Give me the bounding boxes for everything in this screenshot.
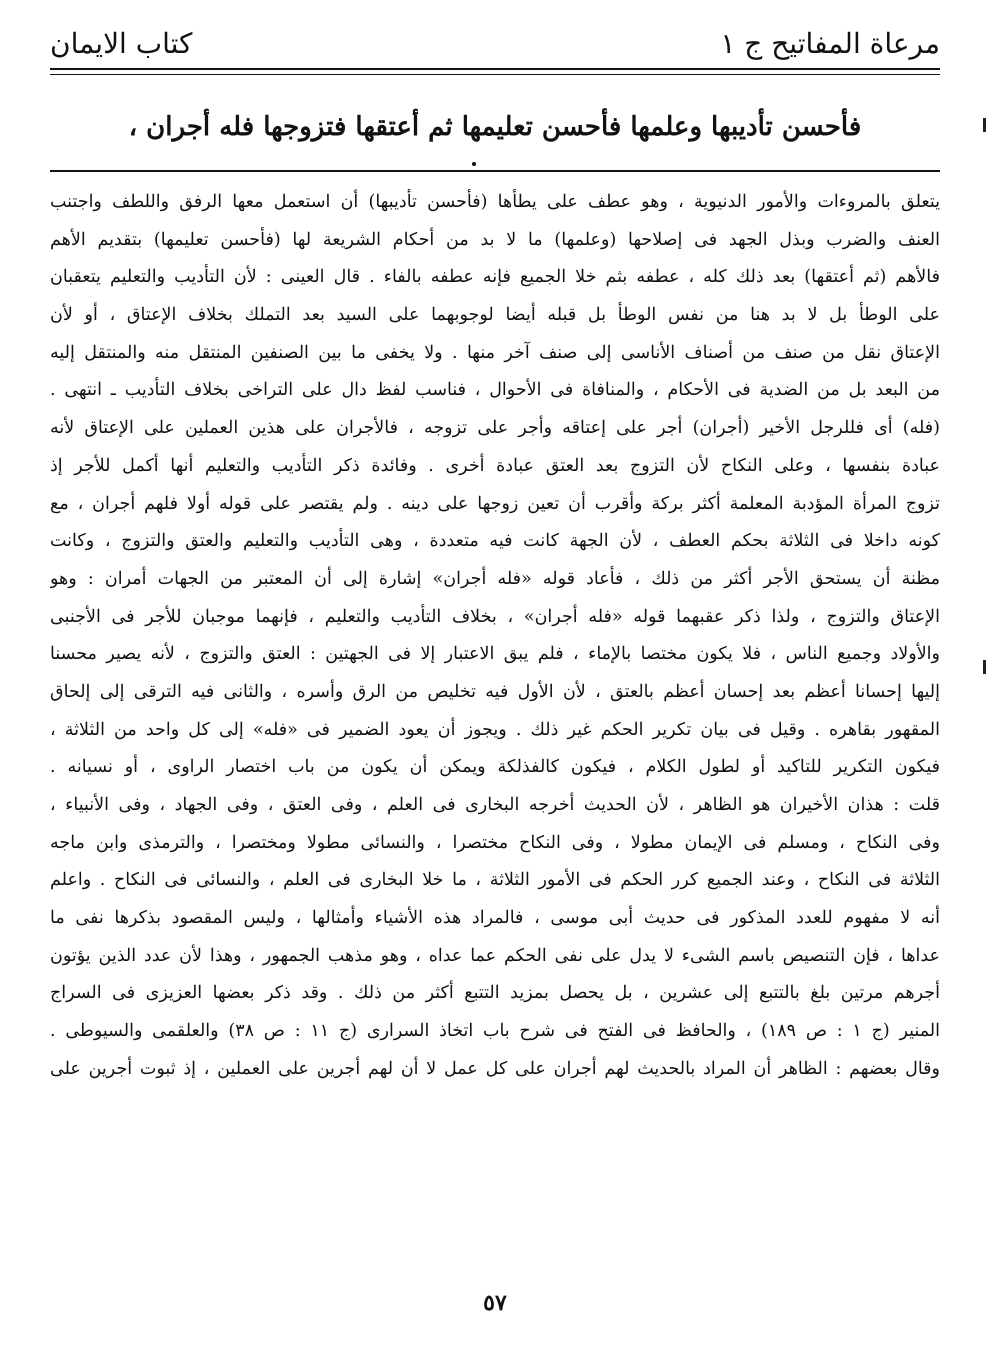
commentary-line: قلت : هذان الأخيران هو الظاهر ، لأن الحديث أخرجه البخارى فى العلم ، وفى العتق ، وفى الجهاد ، وفى الأنبياء ، (50, 795, 940, 815)
commentary-line: الإعتاق والتزوج ، ولذا ذكر عقبهما قوله «فله أجران» ، بخلاف التأديب والتعليم ، فإنهما موجبان للأجر فى الأجنبى (50, 606, 940, 627)
commentary-line: فيكون التكرير للتاكيد أو لطول الكلام ، فيكون كالفذلكة ويمكن أن يكون من باب اختصار الراوى ، أو نسيانه . (50, 757, 940, 778)
commentary-line: وفى النكاح ، ومسلم فى الإيمان مطولا ، وفى النكاح مختصرا ، والنسائى مطولا ومختصرا ، والترمذى وابن ماجه (50, 832, 940, 853)
margin-mark (983, 118, 986, 132)
commentary-line: مظنة أن يستحق الأجر أكثر من ذلك ، فأعاد قوله «فله أجران» إشارة إلى أن المعتبر من الجهات أمران : وهو (50, 568, 940, 589)
commentary-body (50, 184, 940, 1089)
commentary-line: كونه داخلا فى الثلاثة بحكم العطف ، لأن الجهة كانت فيه متعددة ، وهى التأديب والتعليم والعتق والتزوج ، وكانت (50, 531, 940, 552)
commentary-line: من البعد بل من الضدية فى الأحكام ، والمنافاة فى الأحوال ، فناسب لفظ دال على التراخى بخلاف التأديب ـ انتهى . (50, 380, 940, 401)
commentary-line: على الوطأ بل لا بد هنا من نفس الوطأ بل قبله أيضا لوجوبهما على السيد بعد التملك بخلاف الإعتاق ، أو لأن (50, 305, 940, 326)
commentary-line: وقال بعضهم : الظاهر أن المراد بالحديث لهم أجران على كل عمل لا أن لهم أجرين على العملين ، إذ ثبوت أجرين على (50, 1058, 940, 1079)
running-head-right: مرعاة المفاتيح ج ١ (720, 26, 940, 60)
commentary-line: المنير (ج ١ : ص ١٨٩) ، والحافظ فى الفتح فى شرح باب اتخاذ السرارى (ج ١١ : ص ٣٨) والعلقمى والسيوطى . (50, 1021, 940, 1042)
commentary-line: أنه لا مفهوم للعدد المذكور فى حديث أبى موسى ، فالمراد هذه الأشياء وأمثالها ، وليس المقصود بذكرها نفى ما (50, 908, 940, 929)
commentary-line: فالأهم (ثم أعتقها) بعد ذلك كله ، عطفه بثم خلا الجميع فإنه عطفه بالفاء . قال العينى : لأن التأديب والتعليم يتعقبان (50, 267, 940, 288)
commentary-line: عداها ، فإن التنصيص باسم الشىء لا يدل على نفى الحكم عما عداه ، وهو مذهب الجمهور ، وهذا لأن عدد الذين يؤتون (50, 945, 940, 966)
text-separator-rule (50, 170, 940, 172)
commentary-line: العنف والضرب وبذل الجهد فى إصلاحها (وعلمها) ما لا بد من أحكام الشريعة لها (فأحسن تعليمها) بتقديم الأهم (50, 229, 940, 250)
commentary-line: والأولاد وجميع الناس ، فلا يكون مختصا بالإماء ، فلم يبق الاعتبار إلا فى الجهتين : العتق والتزوج ، لأنه يصير محسنا (50, 644, 940, 665)
commentary-line: يتعلق بالمروءات والأمور الدنيوية ، وهو عطف على يطأها (فأحسن تأديبها) أن استعمل معها الرفق واللطف واجتنب (50, 192, 940, 212)
commentary-line: تزوج المرأة المؤدبة المعلمة أكثر بركة وأقرب أن تعين زوجها على دينه . ولم يقتصر على قوله أولا فلهم أجران ، مع (50, 493, 940, 514)
page-number: ٥٧ (483, 1290, 507, 1316)
commentary-line: المقهور بقاهره . وقيل فى بيان تكرير الحكم غير ذلك . ويجوز أن يعود الضمير فى «فله» إلى كل واحد من الثلاثة ، (50, 719, 940, 740)
commentary-line: الثلاثة فى النكاح ، وعند الجميع كرر الحكم فى الأمور الثلاثة ، ما خلا البخارى فى العلم ، والنسائى فى النكاح . واعلم (50, 870, 940, 891)
margin-mark (983, 660, 986, 674)
header-rule (50, 68, 940, 75)
page-header (50, 18, 940, 68)
commentary-line: (فله) أى فللرجل الأخير (أجران) أجر على إعتاقه وأجر على تزوجه ، فالأجران على هذين العملين على الإعتاق لأنه (50, 418, 940, 439)
separator-dot (472, 162, 476, 166)
commentary-line: إليها إحسانا أعظم بعد إحسان أعظم بالعتق ، لأن الأول فيه تخليص من الرق وأسره ، والثانى فيه الترقى إلى إلحاق (50, 681, 940, 702)
commentary-line: عبادة بنفسها ، وعلى النكاح لأن التزوج بعد العتق عبادة أخرى . وفائدة ذكر التأديب والتعليم أنها أكمل للأجر إذ (50, 455, 940, 476)
commentary-line: الإعتاق نقل من صنف من أصناف الأناسى إلى صنف آخر منها . ولا يخفى ما بين الصنفين المنتقل منه والمنتقل إليه (50, 342, 940, 363)
commentary-line: أجرهم مرتين بلغ بالتتبع إلى عشرين ، بل يحصل بمزيد التتبع أكثر من ذلك . وقد ذكر بعضها العزيزى فى السراج (50, 983, 940, 1004)
hadith-text: فأحسن تأديبها وعلمها فأحسن تعليمها ثم أعتقها فتزوجها فله أجران ، (128, 112, 862, 142)
running-head-left: كتاب الايمان (50, 26, 193, 60)
